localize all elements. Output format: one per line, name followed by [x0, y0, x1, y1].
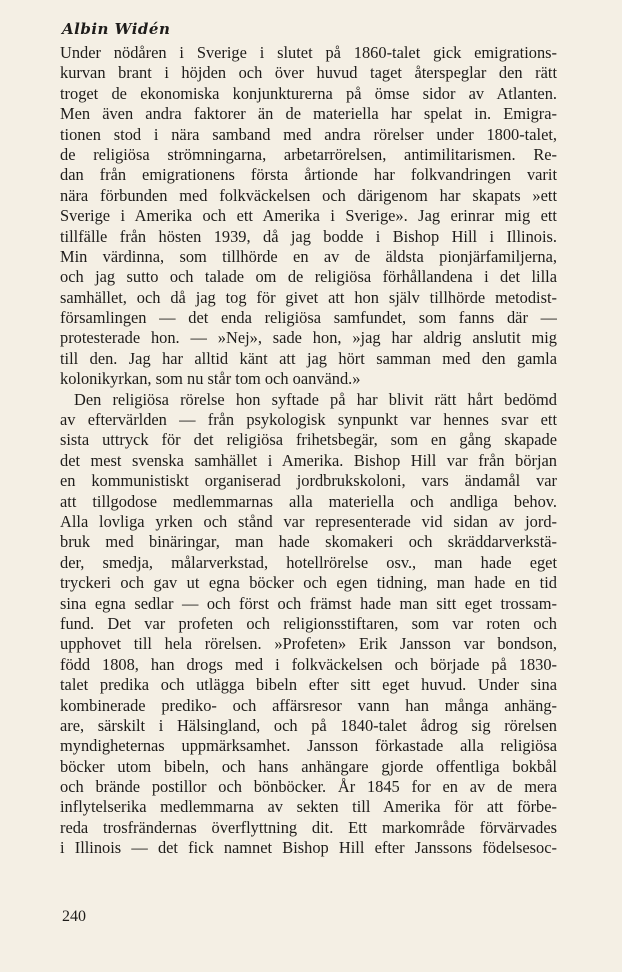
- text-line: upphovet till hela rörelsen. »Profeten» Erik Jansson var bondson,: [60, 634, 557, 654]
- text-line: Min värdinna, som tillhörde en av de äldsta pionjärfamiljerna,: [60, 246, 557, 266]
- text-line: nära förbunden med folkväckelsen och därigenom har skapats »ett: [60, 185, 557, 205]
- page-number: 240: [62, 908, 86, 925]
- text-line: en kommunistiskt organiserad jordbrukskoloni, vars ändamål var: [60, 471, 557, 491]
- text-line: talet predika och utlägga bibeln efter sitt eget huvud. Under sina: [60, 675, 557, 695]
- text-line: i Illinois — det fick namnet Bishop Hill efter Janssons födelsesoc-: [60, 838, 557, 858]
- text-line: kombinerade prediko- och affärsresor vann han många anhäng-: [60, 695, 557, 715]
- text-line: till den. Jag har alltid känt att jag hört samman med den gamla: [60, 348, 557, 368]
- text-line: Sverige i Amerika och ett Amerika i Sverige». Jag erinrar mig ett: [60, 206, 557, 226]
- text-line: av eftervärlden — från psykologisk synpunkt var hennes svar ett: [60, 410, 557, 430]
- text-line: tillfälle från hösten 1939, då jag bodde i Bishop Hill i Illinois.: [60, 226, 557, 246]
- text-line: kolonikyrkan, som nu står tom och oanvänd.»: [60, 369, 361, 389]
- text-line: protesterade hon. — »Nej», sade hon, »jag har aldrig anslutit mig: [60, 328, 557, 348]
- text-line: troget de ekonomiska konjunkturerna på ömse sidor av Atlanten.: [60, 83, 557, 103]
- running-head-author: Albin Widén: [62, 20, 171, 38]
- text-line: samhället, och då jag tog för givet att hon själv tillhörde metodist-: [60, 287, 557, 307]
- text-line: tryckeri och gav ut egna böcker och egen tidning, man hade en tid: [60, 573, 557, 593]
- text-line: församlingen — det enda religiösa samfundet, som fanns där —: [60, 308, 557, 328]
- text-line: sina egna sedlar — och först och främst hade man sitt eget trossam-: [60, 593, 557, 613]
- paragraph-2: [60, 390, 557, 859]
- text-line: och brände postillor och bönböcker. År 1845 for en av de mera: [60, 777, 557, 797]
- text-line: bruk med binäringar, man hade skomakeri och skräddarverkstä-: [60, 532, 557, 552]
- text-line: att tillgodose medlemmarnas alla materiella och andliga behov.: [60, 491, 557, 511]
- text-line: det mest svenska samhället i Amerika. Bishop Hill var från början: [60, 450, 557, 470]
- text-line: dan från emigrationens första årtionde har folkvandringen varit: [60, 165, 557, 185]
- text-line: böcker utom bibeln, och hans anhängare gjorde offentliga bokbål: [60, 756, 557, 776]
- text-line: kurvan brant i höjden och över huvud taget återspeglar den rätt: [60, 63, 557, 83]
- text-line: Under nödåren i Sverige i slutet på 1860-talet gick emigrations-: [60, 43, 557, 62]
- text-line: tionen stod i nära samband med andra rörelser under 1800-talet,: [60, 124, 557, 144]
- text-line: Men även andra faktorer än de materiella har spelat in. Emigra-: [60, 104, 557, 124]
- text-line: Den religiösa rörelse hon syftade på har blivit rätt hårt bedömd: [74, 389, 557, 409]
- text-line: Alla lovliga yrken och stånd var representerade vid sidan av jord-: [60, 511, 557, 531]
- body-text: [60, 43, 557, 859]
- text-line: reda trosfrändernas överflyttning dit. Ett markområde förvärvades: [60, 817, 557, 837]
- text-line: myndigheternas uppmärksamhet. Jansson förkastade alla religiösa: [60, 736, 557, 756]
- text-line: och jag sutto och talade om de religiösa förhållandena i det lilla: [60, 267, 557, 287]
- text-line: inflytelserika medlemmarna av sekten till Amerika för att förbe-: [60, 797, 557, 817]
- text-line: der, smedja, målarverkstad, hotellrörelse osv., man hade eget: [60, 552, 557, 572]
- paragraph-1: [60, 43, 557, 390]
- text-line: född 1808, han drogs med i folkväckelsen och började på 1830-: [60, 654, 557, 674]
- text-line: fund. Det var profeten och religionsstiftaren, som var roten och: [60, 613, 557, 633]
- text-line: de religiösa strömningarna, arbetarrörelsen, antimilitarismen. Re-: [60, 144, 557, 164]
- text-line: sista uttryck för det religiösa frihetsbegär, som en gång skapade: [60, 430, 557, 450]
- text-line: are, särskilt i Hälsingland, och på 1840-talet ådrog sig rörelsen: [60, 715, 557, 735]
